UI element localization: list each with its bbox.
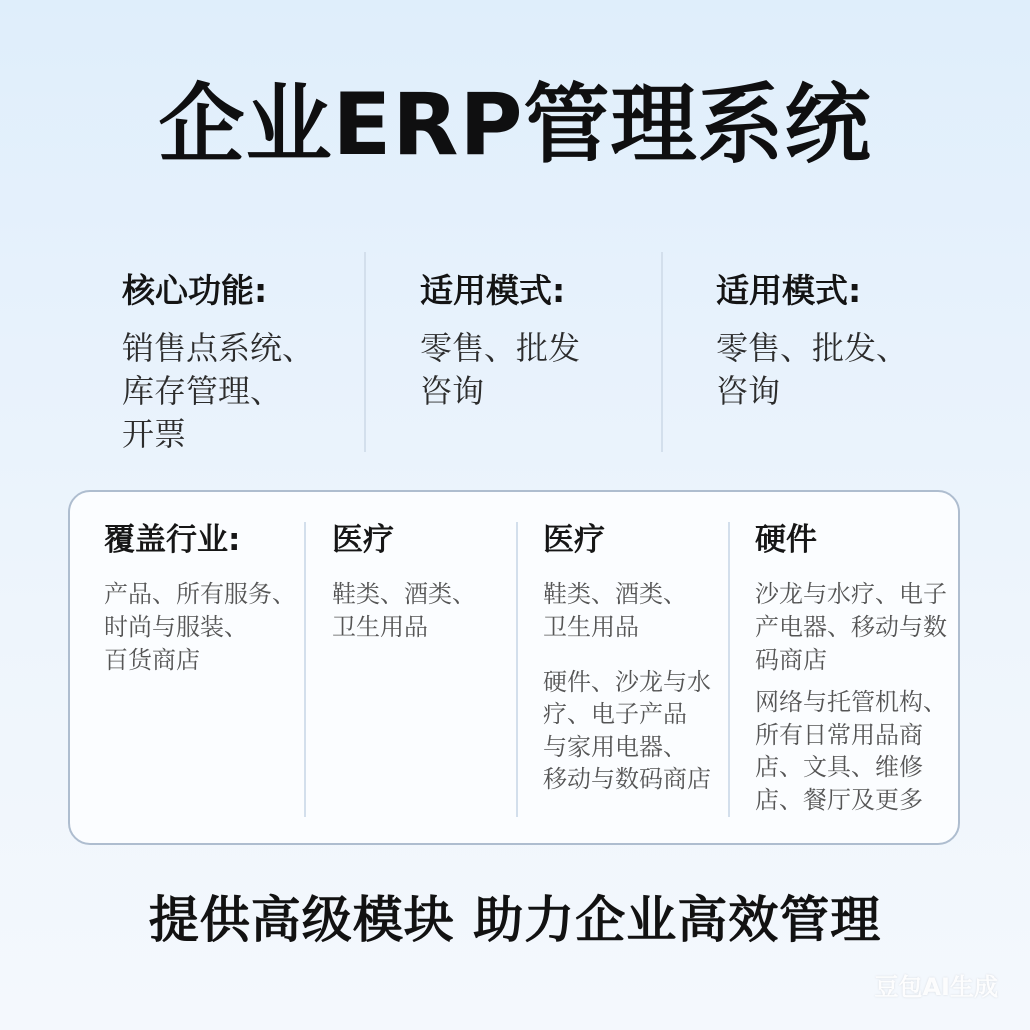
divider [516,522,518,817]
tagline: 提供高级模块 助力企业高效管理 [148,891,882,949]
column-line: 鞋类、酒类、 [543,580,687,609]
column-line: 网络与托管机构、 [755,688,947,717]
divider [661,252,663,452]
column-body [716,327,966,413]
column-line: 沙龙与水疗、电子 [755,580,947,609]
column-line: 移动与数码商店 [543,765,711,794]
divider [728,522,730,817]
column-line: 鞋类、酒类、 [332,580,476,609]
divider [304,522,306,817]
column-body [755,578,955,676]
column-line: 销售点系统、 [122,328,315,367]
column-line: 咨询 [716,371,781,410]
column-body [543,578,723,643]
column-body [104,578,304,676]
column-line: 与家用电器、 [543,732,687,761]
column-body [420,327,670,413]
column-heading: 医疗 [332,522,394,558]
industries-column [104,520,304,676]
column-heading: 适用模式: [716,271,862,310]
column-body-secondary [543,666,723,797]
modes-column [420,252,670,413]
column-body-secondary [755,686,955,817]
modes-column-2 [716,252,966,413]
column-line: 零售、批发、 [716,328,909,367]
column-body [332,578,512,643]
column-line: 开票 [122,414,187,453]
column-line: 咨询 [420,371,485,410]
column-heading: 覆盖行业: [104,522,241,558]
column-line: 硬件、沙龙与水 [543,667,711,696]
column-body [122,327,372,456]
column-line: 库存管理、 [122,371,283,410]
watermark-logo: 豆包AI生成 [874,973,998,1001]
column-heading: 核心功能: [122,271,268,310]
column-line: 疗、电子产品 [543,700,687,729]
column-line: 时尚与服装、 [104,612,248,641]
column-line: 所有日常用品商 [755,720,923,749]
column-line: 产品、所有服务、 [104,580,296,609]
industries-panel [68,490,960,845]
column-heading: 医疗 [543,522,605,558]
column-line: 卫生用品 [332,612,428,641]
medical-column [332,520,512,644]
column-heading: 适用模式: [420,271,566,310]
column-line: 码商店 [755,645,827,674]
features-row [0,252,1030,452]
core-features-column [122,252,372,456]
medical-column-2 [543,520,723,796]
column-heading: 硬件 [755,522,817,558]
column-line: 百货商店 [104,645,200,674]
column-line: 店、文具、维修 [755,753,923,782]
column-line: 产电器、移动与数 [755,612,947,641]
page-title: 企业ERP管理系统 [158,75,872,175]
column-line: 卫生用品 [543,612,639,641]
hardware-column [755,520,955,817]
column-line: 零售、批发 [420,328,581,367]
divider [364,252,366,452]
column-line: 店、餐厅及更多 [755,786,923,815]
